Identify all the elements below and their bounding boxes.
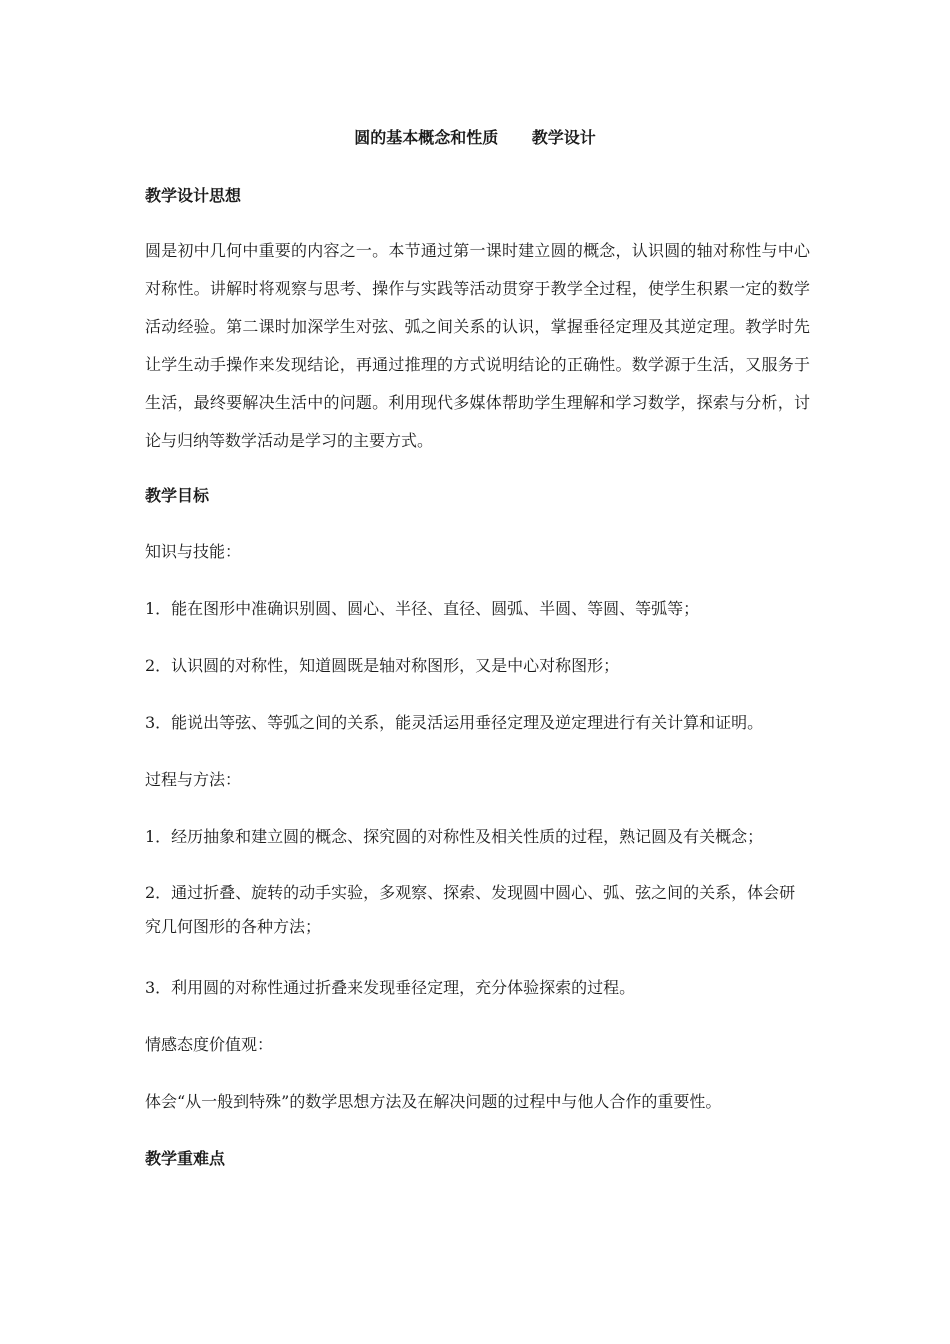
knowledge-item-2: 2．认识圆的对称性，知道圆既是轴对称图形，又是中心对称图形； [145, 656, 620, 675]
emotion-text: 体会“从一般到特殊”的数学思想方法及在解决问题的过程中与他人合作的重要性。 [145, 1092, 722, 1111]
heading-objectives: 教学目标 [145, 486, 210, 505]
process-label: 过程与方法： [145, 770, 242, 789]
document-title: 圆的基本概念和性质 教学设计 [354, 128, 596, 147]
knowledge-label: 知识与技能： [145, 542, 242, 561]
heading-key-points: 教学重难点 [145, 1149, 226, 1168]
heading-design-thought: 教学设计思想 [145, 186, 242, 205]
design-thought-paragraph: 圆是初中几何中重要的内容之一。本节通过第一课时建立圆的概念，认识圆的轴对称性与中心对称性。讲解时将观察与思考、操作与实践等活动贯穿于教学全过程，使学生积累一定的数学活动经验。第二课时加深学生对弦、弧之间关系的认识，掌握垂径定理及其逆定理。教学时先让学生动手操作来发现结论，再通过推理的方式说明结论的正确性。数学源于生活，又服务于生活，最终要解决生活中的问题。利用现代多媒体帮助学生理解和学习数学，探索与分析，讨论与归纳等数学活动是学习的主要方式。 [145, 241, 810, 450]
process-item-2: 2．通过折叠、旋转的动手实验，多观察、探索、发现圆中圆心、弧、弦之间的关系，体会研究几何图形的各种方法； [145, 883, 796, 936]
process-item-1: 1．经历抽象和建立圆的概念、探究圆的对称性及相关性质的过程，熟记圆及有关概念； [145, 827, 764, 846]
knowledge-item-1: 1．能在图形中准确识别圆、圆心、半径、直径、圆弧、半圆、等圆、等弧等； [145, 599, 700, 618]
knowledge-item-3: 3．能说出等弦、等弧之间的关系，能灵活运用垂径定理及逆定理进行有关计算和证明。 [145, 713, 764, 732]
emotion-label: 情感态度价值观： [145, 1035, 274, 1054]
process-item-3: 3．利用圆的对称性通过折叠来发现垂径定理，充分体验探索的过程。 [145, 978, 636, 997]
